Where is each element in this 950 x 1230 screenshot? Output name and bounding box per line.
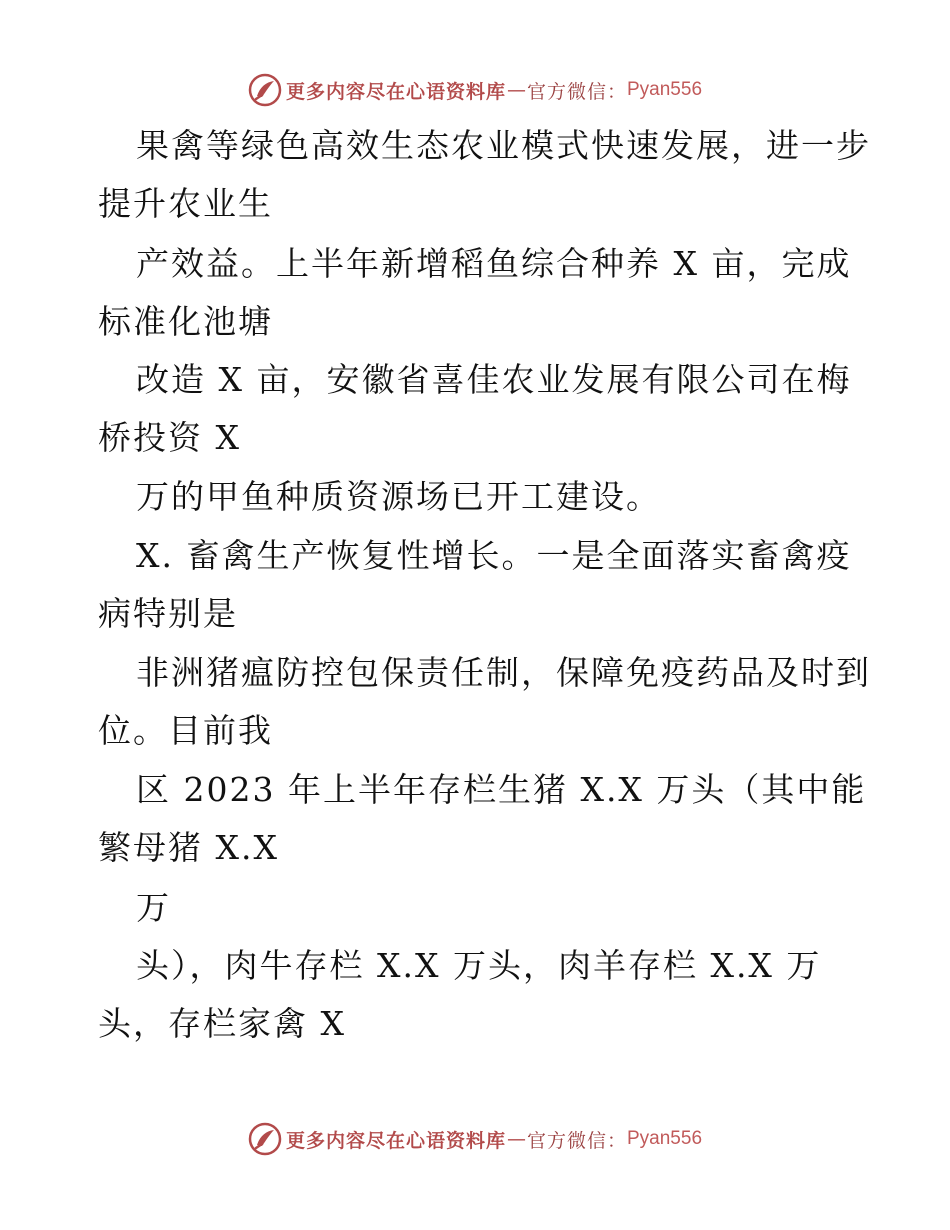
text-line: 标准化池塘: [98, 302, 273, 341]
text-line: 万: [136, 888, 171, 927]
watermark-wechat-label: 官方微信：: [526, 80, 627, 103]
text-line: 桥投资 X: [98, 418, 241, 457]
watermark-header: [0, 72, 950, 108]
brand-logo-icon: [248, 73, 282, 107]
watermark-dash: —: [506, 1128, 526, 1150]
text-line: 头），肉牛存栏 X.X 万头，肉羊存栏 X.X 万: [136, 946, 822, 985]
text-line: 病特别是: [98, 594, 238, 633]
brand-logo-icon: [248, 1122, 282, 1156]
text-line: 区 2023 年上半年存栏生猪 X.X 万头（其中能: [136, 770, 867, 809]
watermark-footer: [0, 1121, 950, 1157]
text-line: 繁母猪 X.X: [98, 828, 279, 867]
text-line: 提升农业生: [98, 184, 273, 223]
text-line: 位。目前我: [98, 711, 273, 750]
watermark-dash: —: [506, 79, 526, 101]
text-line: 产效益。上半年新增稻鱼综合种养 X 亩，完成: [136, 244, 852, 283]
text-line: 万的甲鱼种质资源场已开工建设。: [136, 477, 661, 516]
text-line: 改造 X 亩，安徽省喜佳农业发展有限公司在梅: [136, 360, 852, 399]
watermark-brand: 更多内容尽在心语资料库: [285, 80, 506, 103]
text-line: 头，存栏家禽 X: [98, 1004, 346, 1043]
text-line: 果禽等绿色高效生态农业模式快速发展，进一步: [136, 126, 871, 165]
watermark-wechat-id: Pyan556: [627, 79, 703, 100]
watermark-wechat-id: Pyan556: [627, 1128, 703, 1149]
watermark-brand: 更多内容尽在心语资料库: [285, 1129, 506, 1152]
text-line: 非洲猪瘟防控包保责任制，保障免疫药品及时到: [136, 653, 871, 692]
watermark-wechat-label: 官方微信：: [526, 1129, 627, 1152]
text-line: X. 畜禽生产恢复性增长。一是全面落实畜禽疫: [136, 536, 852, 575]
